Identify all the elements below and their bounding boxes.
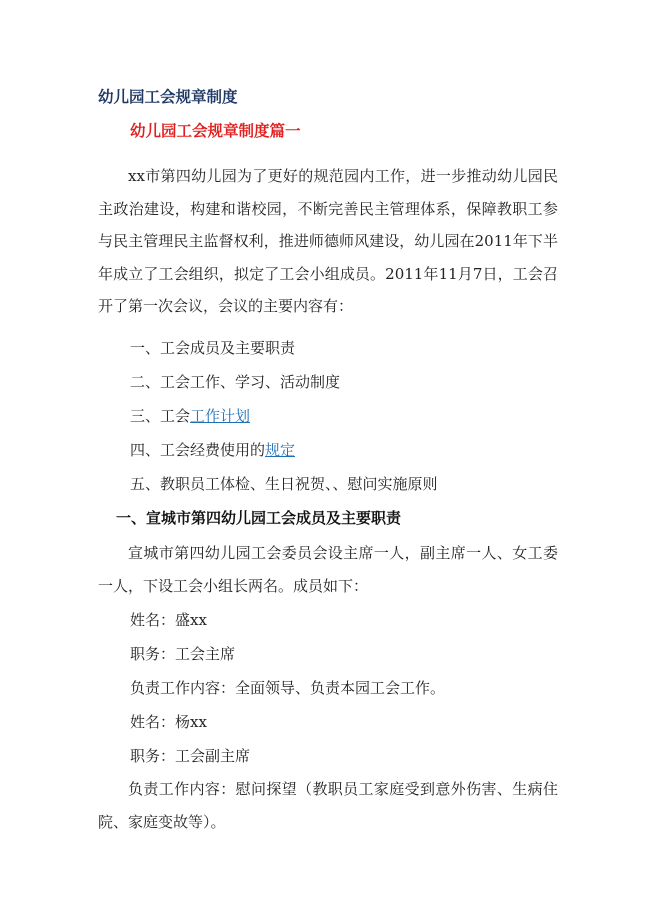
section-1-intro: 宣城市第四幼儿园工会委员会设主席一人，副主席一人、女工委一人，下设工会小组长两名。成员如下： bbox=[98, 544, 558, 595]
section-1-heading: 一、宣城市第四幼儿园工会成员及主要职责 bbox=[116, 509, 402, 527]
agenda-item-5: 五、教职员工体检、生日祝贺、、慰问实施原则 bbox=[130, 475, 438, 493]
agenda-item-4-text: 四、工会经费使用的 bbox=[130, 441, 266, 459]
member-2-duty: 负责工作内容：慰问探望（教职员工家庭受到意外伤害、生病住院、家庭变故等）。 bbox=[98, 780, 558, 831]
regulations-link[interactable]: 规定 bbox=[265, 441, 296, 459]
agenda-item-1: 一、工会成员及主要职责 bbox=[130, 339, 296, 357]
intro-paragraph: xx市第四幼儿园为了更好的规范园内工作，进一步推动幼儿园民主政治建设，构建和谐校园，不断完善民主管理体系，保障教职工参与民主管理民主监督权利，推进师德师风建设，幼儿园在2011年下半年成立了工会组织，拟定了工会小组成员。2011年11月7日，工会召开了第一次会议，会议的主要内容有： bbox=[98, 167, 558, 315]
agenda-item-4 bbox=[130, 440, 295, 460]
work-plan-link[interactable]: 工作计划 bbox=[190, 407, 251, 425]
agenda-item-3 bbox=[130, 406, 250, 426]
member-1-duty: 负责工作内容：全面领导、负责本园工会工作。 bbox=[130, 679, 446, 697]
member-2-name: 姓名：杨xx bbox=[130, 713, 207, 731]
agenda-item-2: 二、工会工作、学习、活动制度 bbox=[130, 373, 341, 391]
member-1-name: 姓名：盛xx bbox=[130, 611, 207, 629]
member-1-role: 职务：工会主席 bbox=[130, 645, 236, 663]
document-title: 幼儿园工会规章制度 bbox=[98, 88, 238, 106]
document-subtitle: 幼儿园工会规章制度篇一 bbox=[130, 122, 301, 140]
member-2-role: 职务：工会副主席 bbox=[130, 747, 251, 765]
agenda-item-3-text: 三、工会 bbox=[130, 407, 191, 425]
